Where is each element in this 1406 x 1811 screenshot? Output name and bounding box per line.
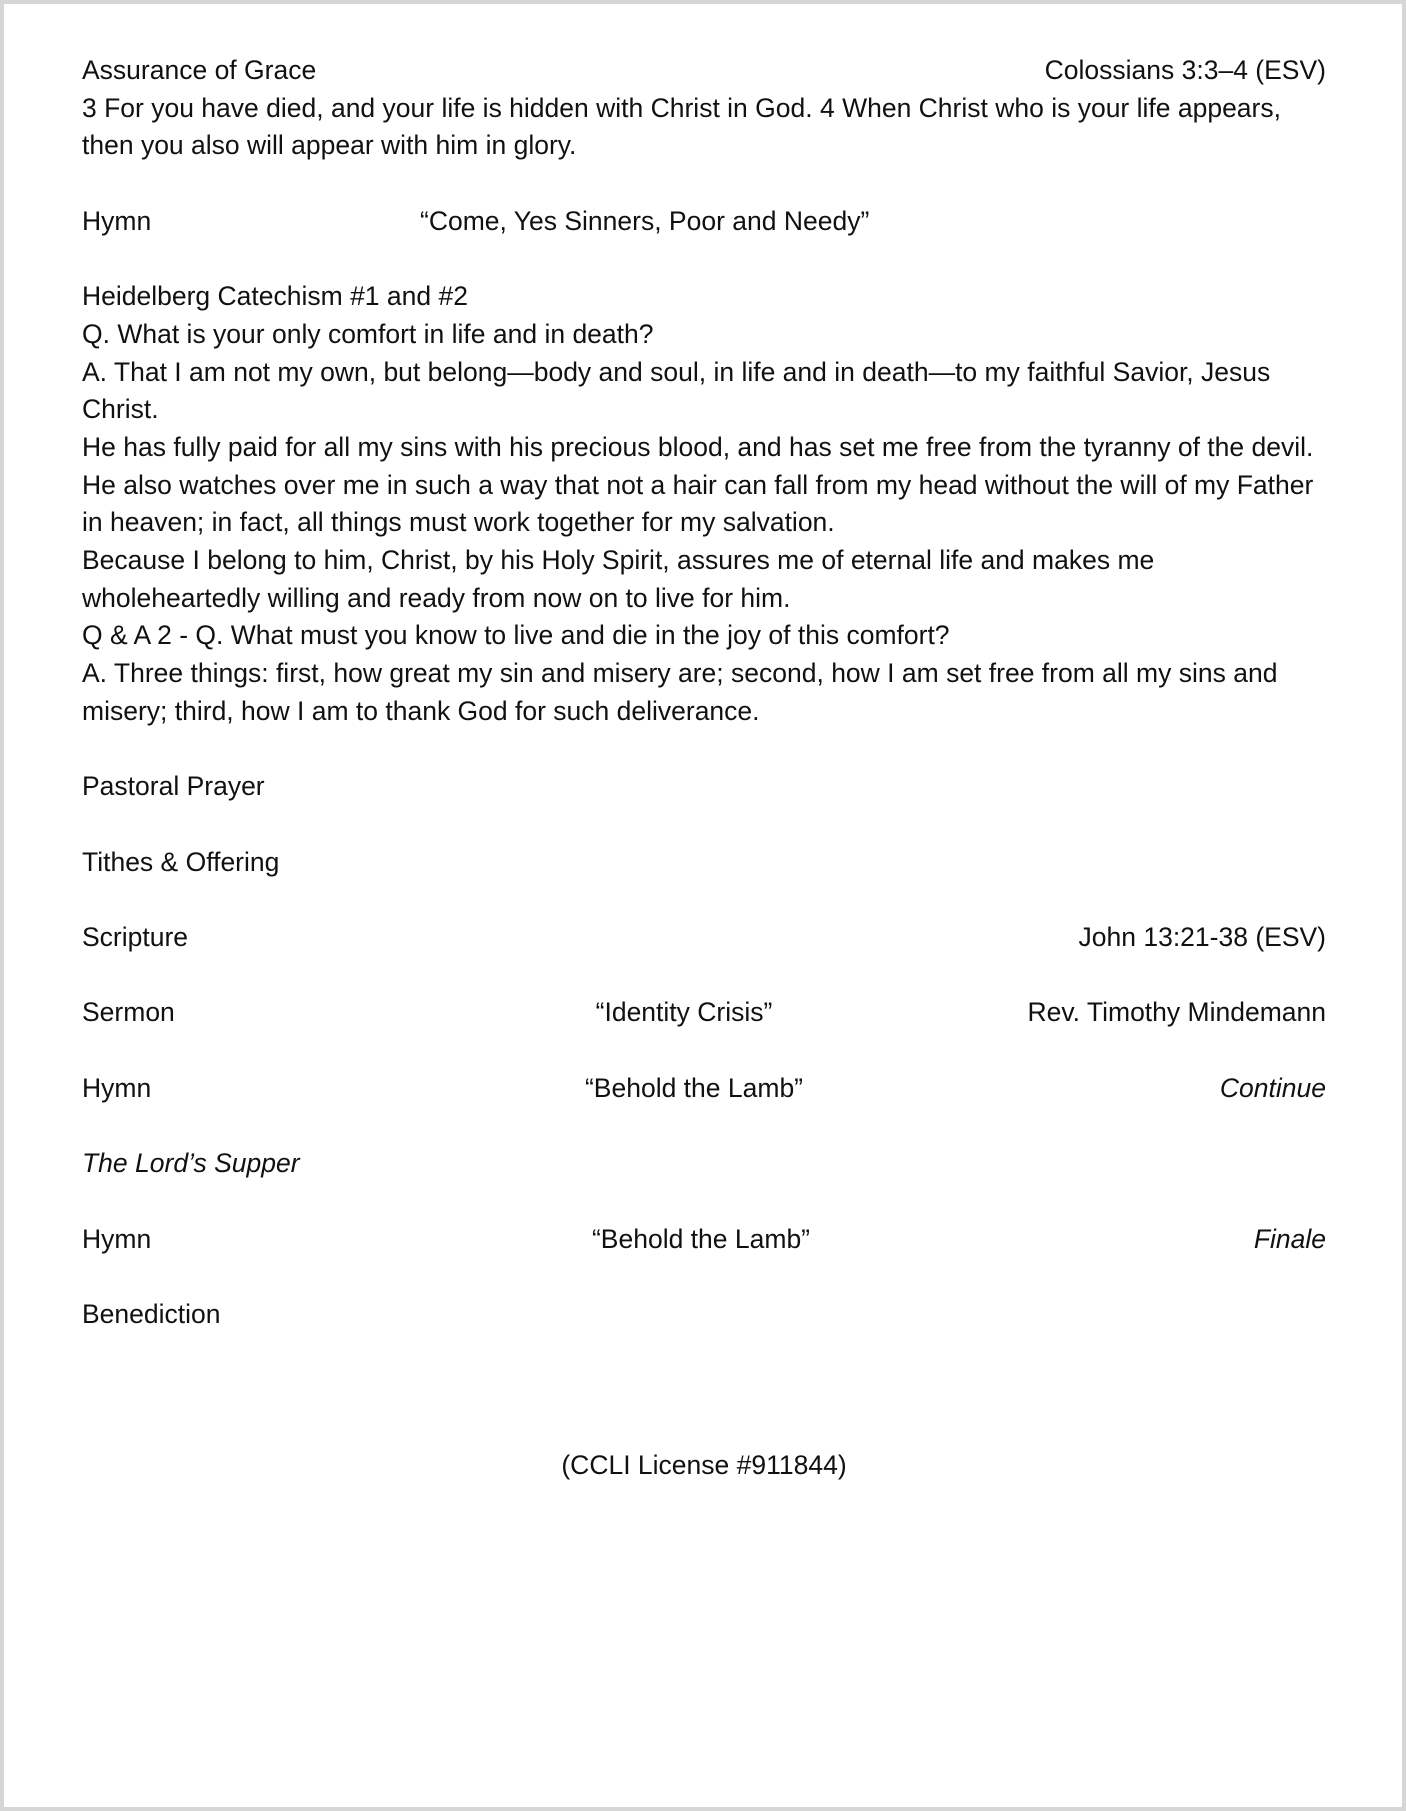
- bulletin-page: [4, 4, 1402, 1807]
- hymn3-note: Finale: [1253, 1223, 1326, 1254]
- hymn2-row: [82, 1070, 1326, 1108]
- catechism-answer-2: A. Three things: first, how great my sin and misery are; second, how I am set free from all my sins and misery; third, how I am to thank God for such deliverance.: [82, 658, 1278, 726]
- hymn1-label: Hymn: [82, 205, 152, 236]
- assurance-row: [82, 52, 1326, 90]
- assurance-heading: Assurance of Grace: [82, 55, 317, 85]
- assurance-text: 3 For you have died, and your life is hidden with Christ in God. 4 When Christ who is your life appears, then you also will appear with him in glory.: [82, 92, 1281, 161]
- sermon-label: Sermon: [82, 997, 175, 1028]
- hymn3-label: Hymn: [82, 1223, 152, 1254]
- scripture-label: Scripture: [82, 922, 189, 953]
- sermon-title: “Identity Crisis”: [595, 997, 773, 1028]
- order-of-worship: [82, 52, 1326, 1484]
- tithes-offering: Tithes & Offering: [82, 846, 280, 877]
- hymn1-row: [82, 203, 1326, 241]
- hymn3-row: [82, 1221, 1326, 1259]
- lords-supper: The Lord’s Supper: [82, 1148, 300, 1179]
- tithes-row: [82, 844, 1326, 882]
- sermon-row: [82, 994, 1326, 1032]
- pastoral-prayer: Pastoral Prayer: [82, 771, 265, 802]
- scripture-reference: John 13:21-38 (ESV): [1078, 922, 1326, 953]
- hymn3-title: “Behold the Lamb”: [591, 1223, 811, 1254]
- license-row: [82, 1447, 1326, 1485]
- benediction-row: [82, 1296, 1326, 1334]
- catechism-paragraph-2: He has fully paid for all my sins with his precious blood, and has set me free from the tyranny of the devil. He also watches over me in such a way that not a hair can fall from my head without the will of my Father in heaven; in fact, all things must work together for my salvation.: [82, 431, 1314, 538]
- hymn1-title: “Come, Yes Sinners, Poor and Needy”: [420, 205, 870, 236]
- catechism-heading: Heidelberg Catechism #1 and #2: [82, 281, 468, 312]
- pastoral-prayer-row: [82, 768, 1326, 806]
- assurance-reference: Colossians 3:3–4 (ESV): [1044, 55, 1326, 85]
- catechism-paragraph-3: Because I belong to him, Christ, by his Holy Spirit, assures me of eternal life and makes me wholeheartedly willing and ready from now on to live for him.: [82, 545, 1155, 613]
- sermon-preacher: Rev. Timothy Mindemann: [1027, 997, 1326, 1028]
- hymn2-note: Continue: [1219, 1072, 1326, 1103]
- hymn2-label: Hymn: [82, 1072, 152, 1103]
- catechism-answer-1: A. That I am not my own, but belong—body and soul, in life and in death—to my faithful Savior, Jesus Christ.: [82, 356, 1271, 425]
- benediction: Benediction: [82, 1298, 221, 1329]
- scripture-row: [82, 919, 1326, 957]
- ccli-license: (CCLI License #911844): [561, 1449, 847, 1480]
- lords-supper-row: [82, 1145, 1326, 1183]
- catechism-question-2: Q & A 2 - Q. What must you know to live and die in the joy of this comfort?: [82, 620, 950, 651]
- catechism-question-1: Q. What is your only comfort in life and in death?: [82, 318, 654, 349]
- hymn2-title: “Behold the Lamb”: [584, 1072, 804, 1103]
